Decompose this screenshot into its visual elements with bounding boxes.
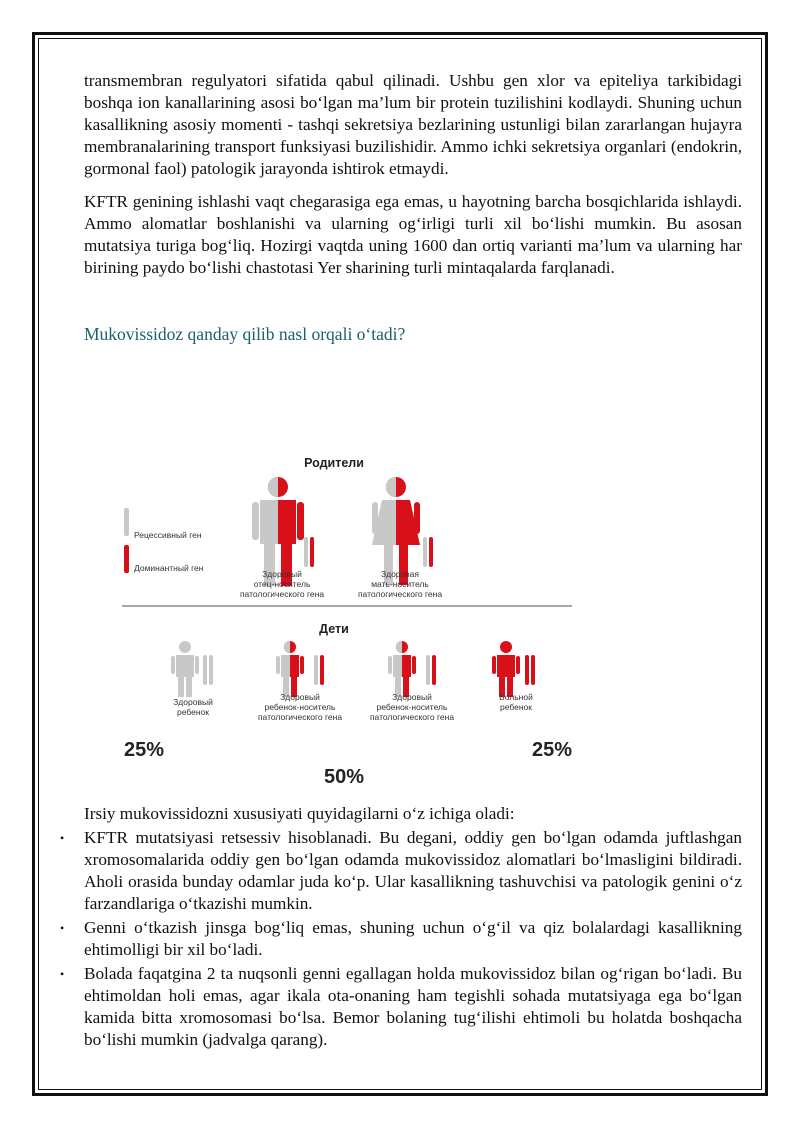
mother-label-2: мать-носитель	[371, 579, 429, 589]
mother-label-1: Здоровая	[380, 569, 420, 579]
legend-recessive-swatch	[124, 508, 129, 536]
percent-carrier: 50%	[323, 766, 365, 788]
paragraph-1: transmembran regulyatori sifatida qabul qilinadi. Ushbu gen xlor va epiteliya tarkibidagi boshqa ion kanallarining asosi bo‘lgan ma’lum bir protein tuzilishini kodlaydi. Shuning uchun kasallikning asosiy momenti - tashqi sekretsiya bezlarining ustunligi bilan zararlangan hujayra membranalarining transport funksiyasi buzilishidir. Ammo ichki sekretsiya organlari (endokrin, gormonal faol) patologik jarayonda ishtirok etmaydi.	[84, 71, 742, 178]
list-item	[60, 917, 742, 961]
section-heading: Mukovissidoz qanday qilib nasl orqali o‘tadi?	[84, 324, 406, 344]
inheritance-svg	[110, 445, 590, 795]
father-label-3: патологического гена	[239, 589, 325, 599]
child-2-label-1: Здоровый	[280, 692, 320, 702]
list-item-text: KFTR mutatsiyasi retsessiv hisoblanadi. Bu degani, oddiy gen bo‘lgan odamda juftlashgan xromosomalarida oddiy gen bo‘lgan odamda mukovissidoz alomatlari bo‘lmasligini bildiradi. Aholi orasida bunday odamlar juda ko‘p. Ular kasallikning tashuvchisi va patologik genini o‘z farzandlariga o‘tkazishi mumkin.	[84, 828, 742, 913]
children-title: Дети	[319, 622, 349, 636]
inheritance-features	[60, 803, 742, 1053]
child-3-label-3: патологического гена	[369, 712, 455, 722]
child-1-label-1: Здоровый	[173, 697, 213, 707]
inheritance-diagram	[110, 445, 590, 795]
child-3-label-2: ребенок-носитель	[376, 702, 448, 712]
child-3-label-1: Здоровый	[392, 692, 432, 702]
bullet-icon: •	[60, 967, 65, 981]
legend-dominant-label: Доминантный ген	[134, 563, 204, 573]
child-3-figure	[388, 641, 436, 697]
child-2-figure	[276, 641, 324, 697]
father-label-1: Здоровый	[262, 569, 302, 579]
father-label-2: отец-носитель	[253, 579, 311, 589]
document-body	[84, 70, 742, 345]
legend-dominant-swatch	[124, 545, 129, 573]
child-4-figure	[492, 641, 535, 697]
list-item-text: Genni o‘tkazish jinsga bog‘liq emas, shuning uchun o‘g‘il va qiz bolalardagi kasallikning ehtimolligi bir xil bo‘ladi.	[84, 918, 742, 959]
percent-healthy: 25%	[124, 739, 165, 761]
child-1-label-2: ребенок	[177, 707, 209, 717]
paragraph-2: KFTR genining ishlashi vaqt chegarasiga ega emas, u hayotning barcha bosqichlarida ishlaydi. Ammo alomatlar boshlanishi va ularning og‘irligi turli xil bo‘lishi mumkin. Bu asosan mutatsiya turiga bog‘liq. Hozirgi vaqtda uning 1600 dan ortiq varianti ma’lum va ularning har birining paydo bo‘lishi chastotasi Yer sharining turli mintaqalarda farqlanadi.	[84, 192, 742, 277]
child-4-label-1: Больной	[499, 692, 533, 702]
list-item	[60, 963, 742, 1051]
list-item-text: Bolada faqatgina 2 ta nuqsonli genni egallagan holda mukovissidoz bilan og‘rigan bo‘ladi. Bu ehtimoldan holi emas, agar ikala ota-onaning ham tegishli sohada mutatsiyaga ega bo‘lgan kamida bitta xromosomasi bo‘lsa. Bemor bolaning tug‘ilishi ehtimoli bu holatda boshqacha bo‘lishi mumkin (jadvalga qarang).	[84, 964, 742, 1049]
child-2-label-2: ребенок-носитель	[264, 702, 336, 712]
bullet-icon: •	[60, 831, 65, 845]
child-1-figure	[171, 641, 213, 697]
legend	[124, 508, 204, 573]
child-4-label-2: ребенок	[500, 702, 532, 712]
child-2-label-3: патологического гена	[257, 712, 343, 722]
features-intro: Irsiy mukovissidozni xususiyati quyidagilarni o‘z ichiga oladi:	[84, 804, 515, 823]
list-item	[60, 827, 742, 915]
legend-recessive-label: Рецессивный ген	[134, 530, 202, 540]
parents-title: Родители	[304, 456, 364, 470]
percent-affected: 25%	[531, 739, 572, 761]
mother-label-3: патологического гена	[357, 589, 443, 599]
features-list	[60, 827, 742, 1051]
bullet-icon: •	[60, 921, 65, 935]
